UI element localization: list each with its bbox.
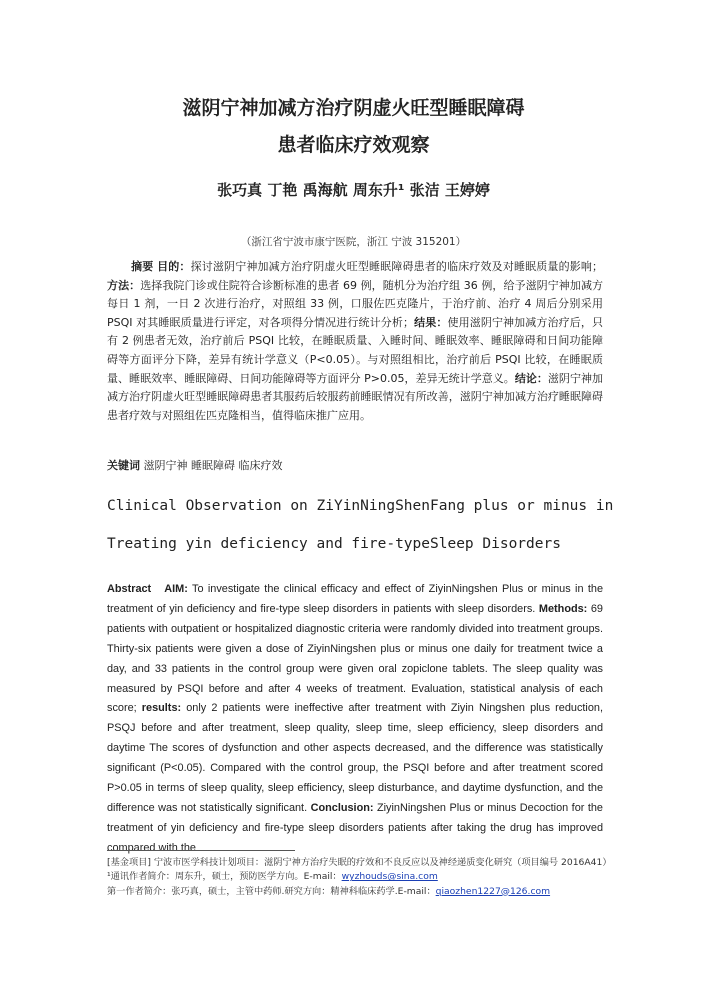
- conclusion-text-en: ZiyinNingshen Plus or minus Decoction for the treatment of yin deficiency and fire-type sleep disorders patients after taking the drug has improved compared with the: [107, 801, 603, 854]
- title-cn-line1: 滋阴宁神加减方治疗阴虚火旺型睡眠障碍: [182, 97, 525, 119]
- corr-email-link[interactable]: wyzhouds@sina.com: [341, 871, 438, 883]
- conclusion-label-en: Conclusion:: [310, 801, 374, 814]
- methods-label-en: Methods:: [538, 602, 588, 615]
- methods-text-en: 69 patients with outpatient or hospitalized diagnostic criteria were randomly divided into treatment groups. Thirty-six patients were given a dose of ZiyinNingshen plus or minus one daily for treatment twice a day, and 33 patients in the control group were given oral zopiclone tablets. The sleep quality was measured by PSQI before and after 4 weeks of treatment. Evaluation, statistical analysis of each score;: [107, 602, 603, 715]
- keywords-cn: [107, 457, 603, 473]
- title-cn-line2: 患者临床疗效观察: [277, 134, 430, 156]
- abstract-cn: [107, 258, 603, 425]
- affiliation: （浙江省宁波市康宁医院，浙江 宁波 315201）: [240, 236, 467, 248]
- results-text-en: only 2 patients were ineffective after treatment with Ziyin Ningshen plus reduction, PSQJ before and after treatment, sleep quality, sleep time, sleep efficiency, sleep disorders and daytime The scores of dysfunction and other aspects decreased, and the difference was statistically significant (P<0.05). Compared with the control group, the PSQI before and after treatment scored P>0.05 in terms of sleep quality, sleep efficiency, sleep disturbance, and daytime dysfunction, and the difference was not statistically significant.: [107, 702, 603, 814]
- abstract-en-label: Abstract: [107, 583, 152, 595]
- aim-text-cn: 探讨滋阴宁神加减方治疗阴虚火旺型睡眠障碍患者的临床疗效及对睡眠质量的影响；: [190, 260, 604, 273]
- aim-text-en: To investigate the clinical efficacy and effect of ZiyinNingshen Plus or minus in the treatment of yin deficiency and fire-type sleep disorders in patients with sleep disorders.: [107, 583, 604, 615]
- first-author-email-link[interactable]: qiaozhen1227@126.com: [435, 885, 551, 897]
- methods-label-cn: 方法：: [107, 278, 141, 292]
- author-list: 张巧真 丁艳 禹海航 周东升¹ 张洁 王婷婷: [217, 181, 490, 199]
- footnote-fund: [基金项目] 宁波市医学科技计划项目：滋阴宁神方治疗失眠的疗效和不良反应以及神经递质变化研究（项目编号 2016A41）: [107, 857, 612, 868]
- keywords-label: 关键词: [107, 459, 140, 472]
- aim-label-cn: 目的：: [157, 260, 191, 273]
- aim-label-en: AIM:: [164, 583, 188, 595]
- keywords-text: 滋阴宁神 睡眠障碍 临床疗效: [143, 459, 283, 472]
- footnote-divider: [107, 850, 295, 851]
- results-text-cn: 使用滋阴宁神加减方治疗后，只有 2 例患者无效，治疗前后 PSQI 比较，在睡眠质量、入睡时间、睡眠效率、睡眠障碍和日间功能障碍等方面评分下降，差异有统计学意义（P<0.05）。与对照组相比，治疗前后 PSQI 比较，在睡眠质量、睡眠效率、睡眠障碍、日间功能障碍等方面评分 P>0.05，差异无统计学意义。: [107, 315, 604, 385]
- footnote-first-text: 第一作者简介：张巧真，硕士，主管中药师.研究方向：精神科临床药学.E-mail：: [107, 885, 436, 897]
- conclusion-text-cn: 滋阴宁神加减方治疗阴虚火旺型睡眠障碍患者其服药后较服药前睡眠情况有所改善，滋阴宁神加减方治疗睡眠障碍患者疗效与对照组佐匹克隆相当，值得临床推广应用。: [107, 371, 604, 422]
- abstract-en: [107, 580, 603, 859]
- results-label-en: results:: [141, 702, 182, 715]
- footnotes: [107, 856, 612, 899]
- results-label-cn: 结果：: [413, 315, 448, 329]
- conclusion-label-cn: 结论：: [514, 371, 548, 385]
- abstract-cn-label: 摘要: [131, 260, 154, 273]
- title-en-line1: Clinical Observation on ZiYinNingShenFang plus or minus in: [107, 498, 614, 514]
- methods-text-cn: 选择我院门诊或住院符合诊断标准的患者 69 例，随机分为治疗组 36 例，给予滋阴宁神加减方每日 1 剂，一日 2 次进行治疗，对照组 33 例，口服佐匹克隆片，于治疗前、治疗 4 周后分别采用 PSQI 对其睡眠质量进行评定，对各项得分情况进行统计分析；: [107, 278, 604, 329]
- footnote-corresponding: [107, 870, 607, 884]
- title-en-line2: Treating yin deficiency and fire-typeSleep Disorders: [107, 536, 561, 552]
- footnote-corr-text: ¹通讯作者简介：周东升，硕士，预防医学方向。E-mail：: [107, 871, 342, 883]
- footnote-first-author: [107, 885, 607, 899]
